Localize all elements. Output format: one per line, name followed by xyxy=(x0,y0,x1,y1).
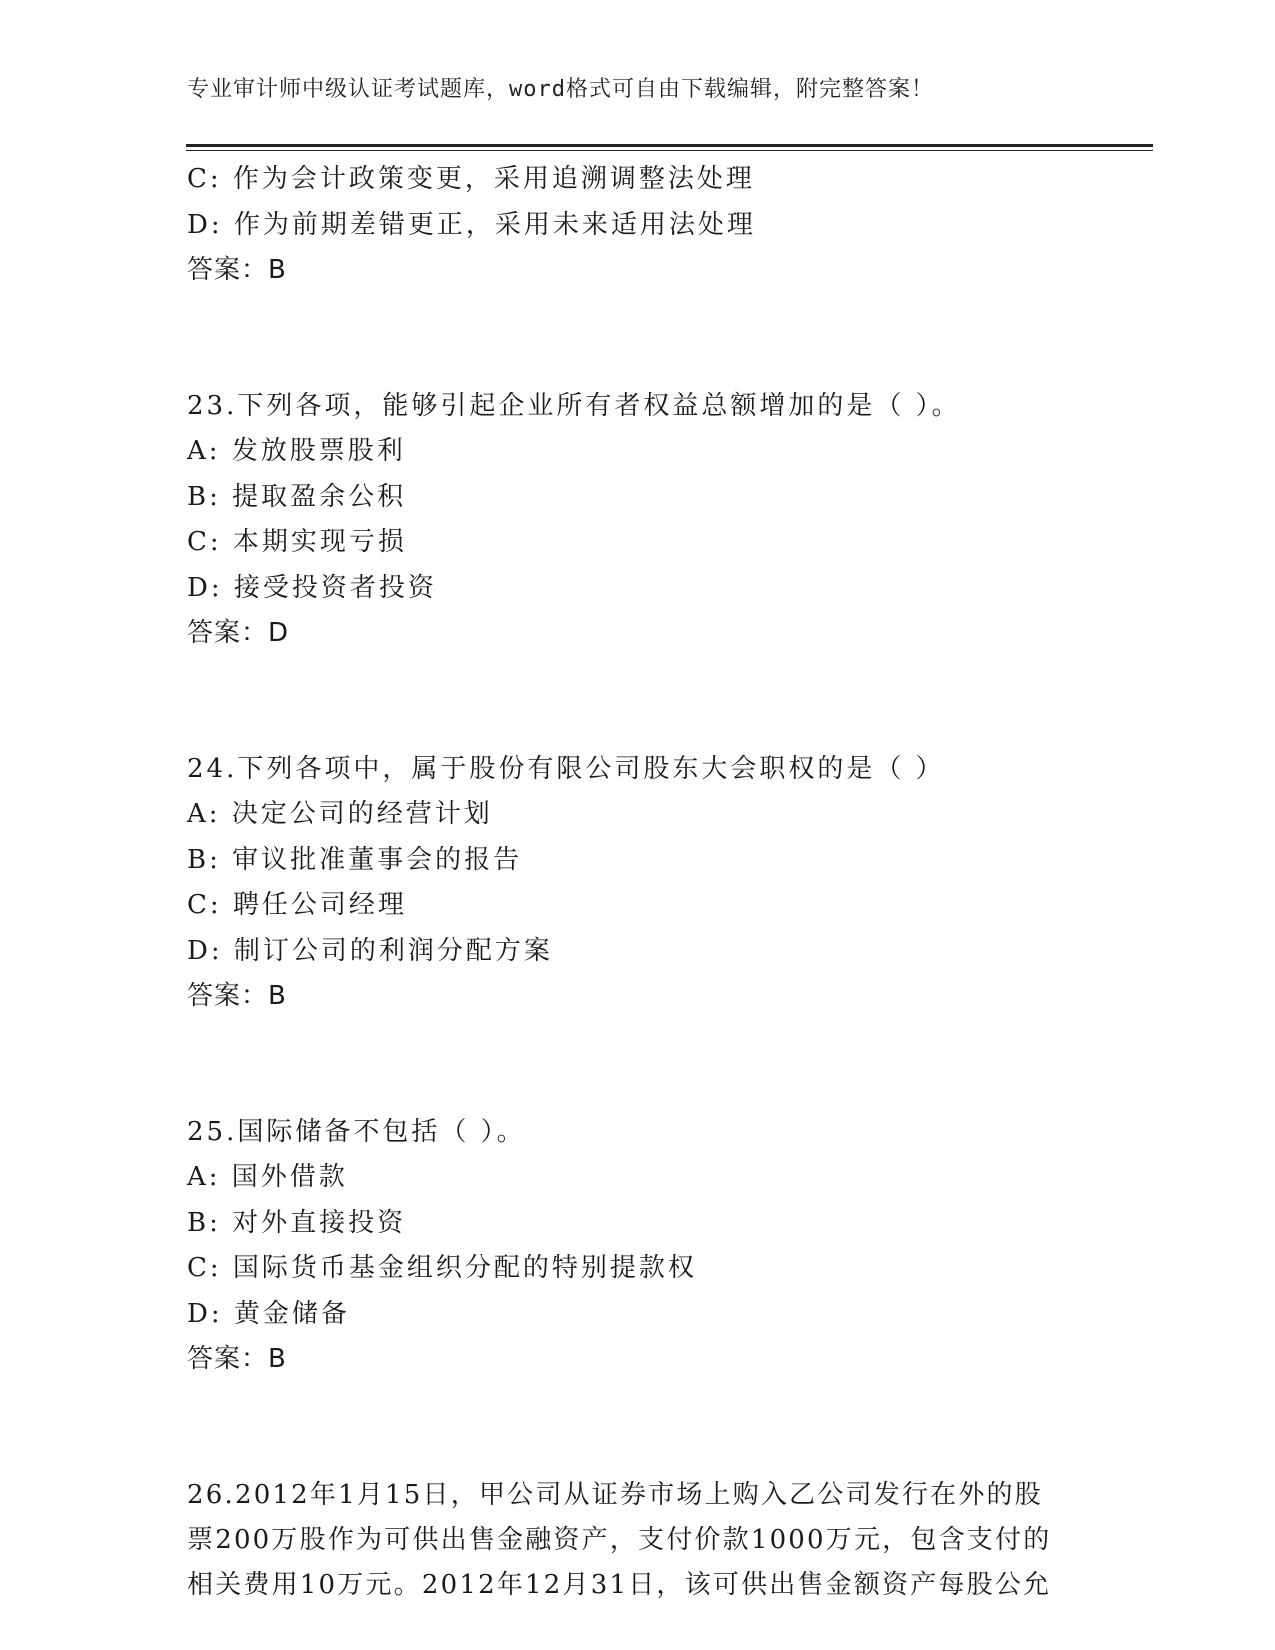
header-divider xyxy=(186,144,1153,151)
question-text-line: 26.2012年1月15日，甲公司从证券市场上购入乙公司发行在外的股 xyxy=(187,1479,1043,1510)
option-c: C: 作为会计政策变更，采用追溯调整法处理 xyxy=(187,164,755,194)
question-24 xyxy=(187,747,1087,1020)
question-25 xyxy=(187,1110,1087,1383)
answer: 答案：B xyxy=(187,1344,287,1374)
option-d: D: 接受投资者投资 xyxy=(187,572,437,603)
option-c: C: 国际货币基金组织分配的特别提款权 xyxy=(187,1253,697,1283)
question-text-line: 票200万股作为可供出售金融资产，支付价款1000万元，包含支付的 xyxy=(187,1524,1052,1555)
option-a: A: 国外借款 xyxy=(187,1162,348,1192)
question-text: 25.国际储备不包括（ ）。 xyxy=(187,1116,526,1147)
option-d: D: 黄金储备 xyxy=(187,1298,350,1329)
answer: 答案：B xyxy=(187,255,287,285)
answer: 答案：B xyxy=(187,981,287,1011)
option-d: D: 制订公司的利润分配方案 xyxy=(187,935,553,966)
question-text-line: 相关费用10万元。2012年12月31日，该可供出售金额资产每股公允 xyxy=(187,1569,1052,1600)
question-26 xyxy=(187,1473,1087,1608)
option-a: A: 决定公司的经营计划 xyxy=(187,799,493,829)
question-list xyxy=(187,157,1087,1608)
option-c: C: 本期实现亏损 xyxy=(187,527,407,557)
question-text: 23.下列各项，能够引起企业所有者权益总额增加的是（ ）。 xyxy=(187,390,961,421)
answer: 答案：D xyxy=(187,618,290,648)
question-text: 24.下列各项中，属于股份有限公司股东大会职权的是（ ） xyxy=(187,753,945,784)
question-23 xyxy=(187,384,1087,657)
option-a: A: 发放股票股利 xyxy=(187,436,406,466)
option-b: B: 对外直接投资 xyxy=(187,1207,407,1238)
option-b: B: 审议批准董事会的报告 xyxy=(187,844,523,875)
question-22-tail xyxy=(187,157,1087,294)
option-d: D: 作为前期差错更正，采用未来适用法处理 xyxy=(187,209,756,240)
page-header: 专业审计师中级认证考试题库，word格式可自由下载编辑，附完整答案！ xyxy=(187,77,934,102)
option-c: C: 聘任公司经理 xyxy=(187,890,407,920)
option-b: B: 提取盈余公积 xyxy=(187,481,407,512)
